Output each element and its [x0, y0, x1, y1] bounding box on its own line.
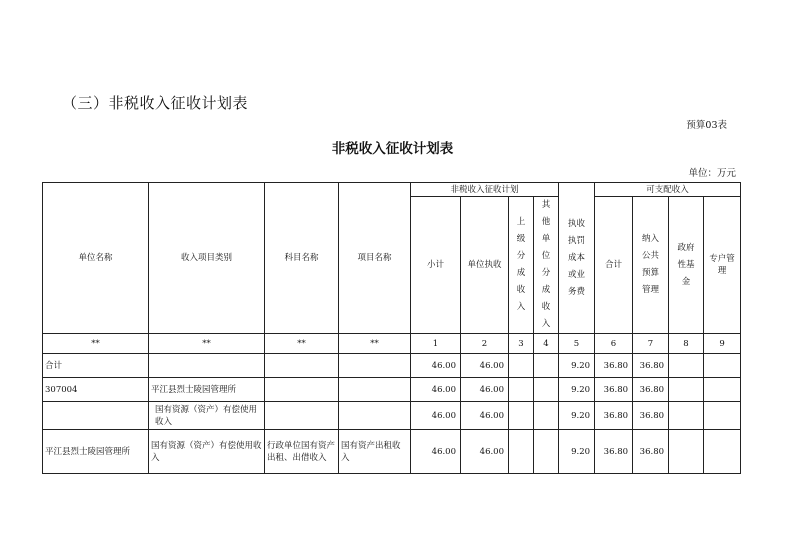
- header-unit-name: 单位名称: [43, 183, 149, 334]
- cell-upper: [509, 402, 534, 430]
- cell-cost: 9.20: [559, 378, 595, 402]
- cell-cost: 9.20: [559, 430, 595, 474]
- cell-total: 36.80: [595, 402, 633, 430]
- cell-upper: [509, 430, 534, 474]
- table-row: [43, 378, 741, 402]
- cell-item: [339, 402, 411, 430]
- index-cell: 4: [534, 334, 559, 354]
- cell-item: [339, 354, 411, 378]
- cell-unit-collect: 46.00: [461, 378, 509, 402]
- cell-unit: 合计: [43, 354, 149, 378]
- cell-total: 36.80: [595, 430, 633, 474]
- index-cell: 7: [633, 334, 669, 354]
- cell-category: 平江县烈士陵园管理所: [149, 378, 265, 402]
- cell-unit: 307004: [43, 378, 149, 402]
- non-tax-plan-table: [42, 182, 741, 474]
- form-number: 预算03表: [686, 120, 727, 131]
- cell-other: [534, 354, 559, 378]
- cell-fund: [669, 378, 704, 402]
- index-cell: 6: [595, 334, 633, 354]
- cell-public: 36.80: [633, 402, 669, 430]
- header-special-mgmt: 专户管理: [704, 197, 741, 334]
- cell-fund: [669, 430, 704, 474]
- index-cell: 8: [669, 334, 704, 354]
- cell-category: 国有资源（资产）有偿使用收入: [149, 430, 265, 474]
- cell-subtotal: 46.00: [411, 378, 461, 402]
- index-cell: **: [43, 334, 149, 354]
- header-subject-name: 科目名称: [265, 183, 339, 334]
- header-total: 合计: [595, 197, 633, 334]
- cell-special: [704, 402, 741, 430]
- cell-public: 36.80: [633, 378, 669, 402]
- table-row: [43, 430, 741, 474]
- cell-special: [704, 354, 741, 378]
- cell-category: 国有资源（资产）有偿使用收入: [149, 402, 265, 430]
- cell-fund: [669, 354, 704, 378]
- header-gov-fund: [669, 197, 704, 334]
- cell-fund: [669, 402, 704, 430]
- cell-unit-collect: 46.00: [461, 402, 509, 430]
- table-title: 非税收入征收计划表: [331, 141, 454, 157]
- unit-label: 单位：万元: [688, 168, 736, 179]
- index-cell: 5: [559, 334, 595, 354]
- table-row: [43, 402, 741, 430]
- cell-upper: [509, 378, 534, 402]
- cell-other: [534, 430, 559, 474]
- cell-subtotal: 46.00: [411, 430, 461, 474]
- cell-public: 36.80: [633, 354, 669, 378]
- index-cell: 2: [461, 334, 509, 354]
- cell-total: 36.80: [595, 378, 633, 402]
- index-row: [43, 334, 741, 354]
- header-plan-group: 非税收入征收计划: [411, 183, 559, 197]
- header-penalty-cost-label: 执收 执罚 成本 或业 务费: [568, 218, 586, 297]
- cell-unit: [43, 402, 149, 430]
- cell-other: [534, 378, 559, 402]
- cell-upper: [509, 354, 534, 378]
- index-cell: **: [149, 334, 265, 354]
- cell-cost: 9.20: [559, 354, 595, 378]
- header-public-budget: [633, 197, 669, 334]
- index-cell: 1: [411, 334, 461, 354]
- index-cell: 3: [509, 334, 534, 354]
- cell-total: 36.80: [595, 354, 633, 378]
- header-penalty-cost: [559, 183, 595, 334]
- header-available-group: 可支配收入: [595, 183, 741, 197]
- cell-public: 36.80: [633, 430, 669, 474]
- table-row: [43, 354, 741, 378]
- header-item-category: 收入项目类别: [149, 183, 265, 334]
- header-subtotal: 小计: [411, 197, 461, 334]
- index-cell: **: [339, 334, 411, 354]
- cell-subject: [265, 354, 339, 378]
- cell-item: [339, 378, 411, 402]
- cell-item: 国有资产出租收入: [339, 430, 411, 474]
- cell-other: [534, 402, 559, 430]
- cell-unit: 平江县烈士陵园管理所: [43, 430, 149, 474]
- cell-subtotal: 46.00: [411, 354, 461, 378]
- header-unit-collect: 单位执收: [461, 197, 509, 334]
- header-upper-share: [509, 197, 534, 334]
- cell-subject: [265, 378, 339, 402]
- header-public-budget-label: 纳入 公共 预算 管理: [642, 234, 660, 295]
- cell-subtotal: 46.00: [411, 402, 461, 430]
- cell-subject: 行政单位国有资产出租、出借收入: [265, 430, 339, 474]
- section-title: （三）非税收入征收计划表: [62, 94, 249, 112]
- cell-unit-collect: 46.00: [461, 430, 509, 474]
- header-upper-share-label: 上 级 分 成 收 入: [516, 217, 526, 312]
- cell-category: [149, 354, 265, 378]
- cell-special: [704, 430, 741, 474]
- cell-subject: [265, 402, 339, 430]
- index-cell: 9: [704, 334, 741, 354]
- header-gov-fund-label: 政府 性基 金: [677, 242, 695, 287]
- header-item-name: 项目名称: [339, 183, 411, 334]
- cell-cost: 9.20: [559, 402, 595, 430]
- cell-unit-collect: 46.00: [461, 354, 509, 378]
- index-cell: **: [265, 334, 339, 354]
- header-other-share-label: 其 他 单 位 分 成 收 入: [541, 200, 551, 329]
- cell-special: [704, 378, 741, 402]
- header-other-share: [534, 197, 559, 334]
